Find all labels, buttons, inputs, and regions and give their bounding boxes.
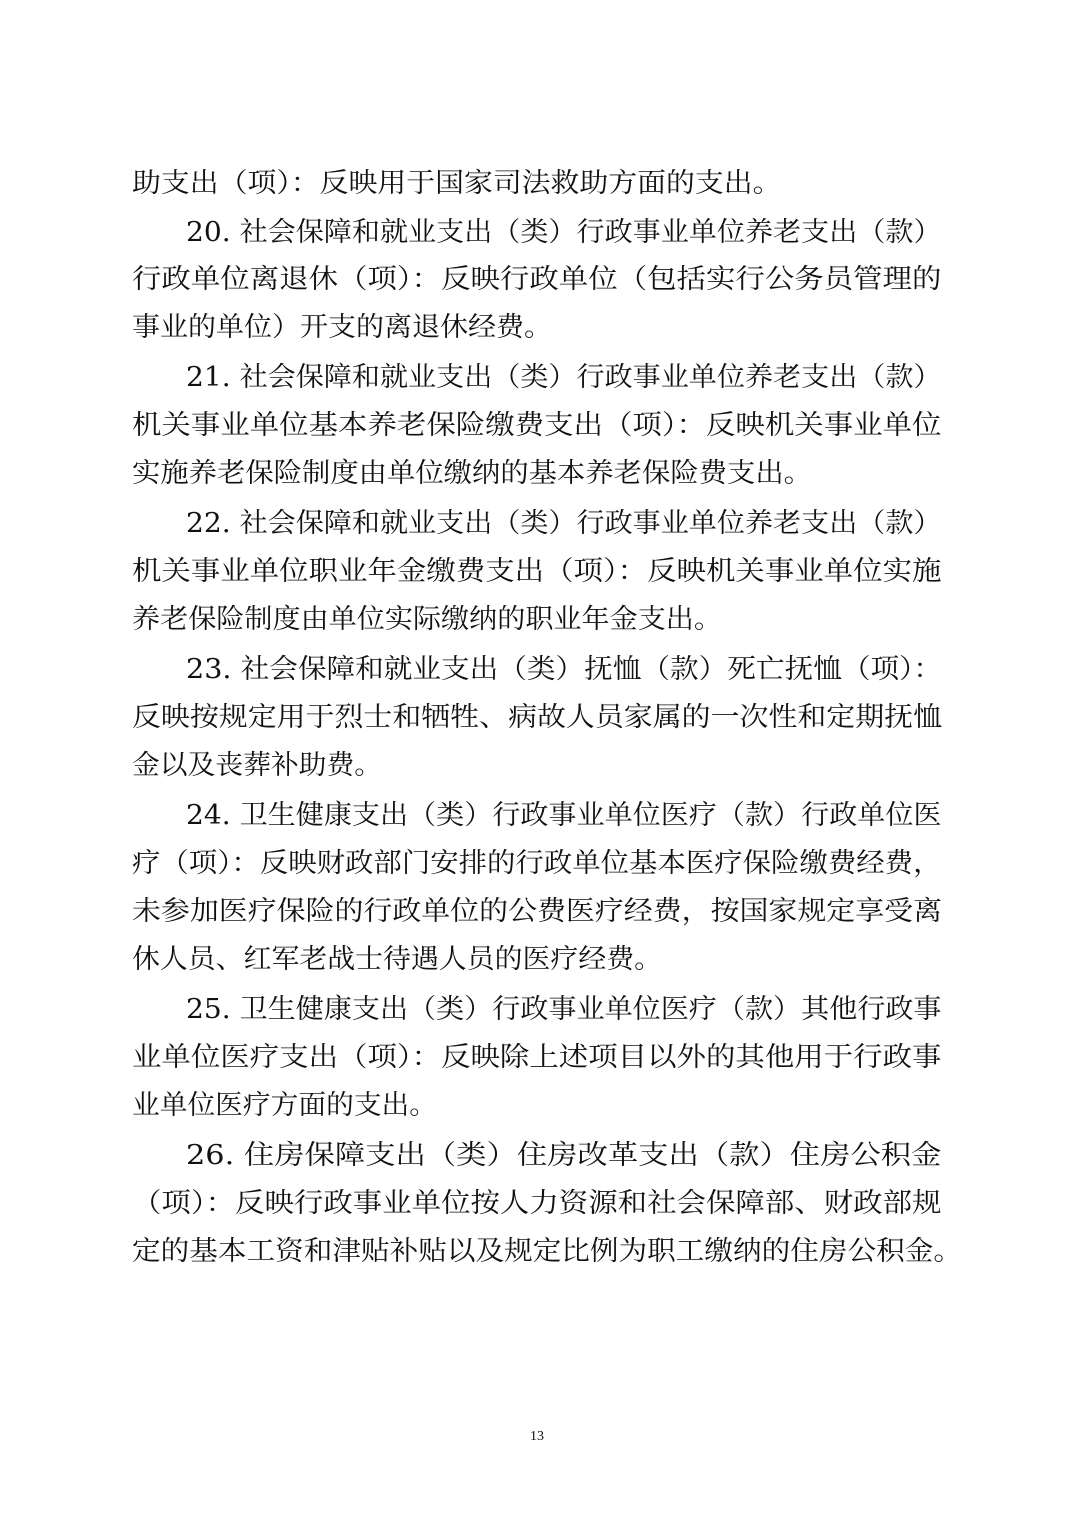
text-line-18: 25. 卫生健康支出（类）行政事业单位医疗（款）其他行政事 (186, 994, 942, 1025)
text-line-21: 26. 住房保障支出（类）住房改革支出（款）住房公积金 (186, 1140, 942, 1171)
text-line-3: 行政单位离退休（项）：反映行政单位（包括实行公务员管理的 (132, 264, 942, 295)
text-line-10: 养老保险制度由单位实际缴纳的职业年金支出。 (132, 604, 722, 635)
text-line-19: 业单位医疗支出（项）：反映除上述项目以外的其他用于行政事 (132, 1042, 942, 1073)
text-line-11: 23. 社会保障和就业支出（类）抚恤（款）死亡抚恤（项）： (186, 654, 943, 685)
text-line-23: 定的基本工资和津贴补贴以及规定比例为职工缴纳的住房公积金。 (132, 1236, 962, 1267)
text-line-9: 机关事业单位职业年金缴费支出（项）：反映机关事业单位实施 (132, 556, 942, 587)
text-line-6: 机关事业单位基本养老保险缴费支出（项）：反映机关事业单位 (132, 410, 942, 441)
text-line-22: （项）：反映行政事业单位按人力资源和社会保障部、财政部规 (132, 1188, 942, 1219)
text-line-20: 业单位医疗方面的支出。 (132, 1090, 437, 1121)
text-line-4: 事业的单位）开支的离退休经费。 (132, 312, 552, 343)
text-line-15: 疗（项）：反映财政部门安排的行政单位基本医疗保险缴费经费， (132, 848, 942, 879)
text-line-7: 实施养老保险制度由单位缴纳的基本养老保险费支出。 (132, 458, 812, 489)
text-line-5: 21. 社会保障和就业支出（类）行政事业单位养老支出（款） (186, 362, 942, 393)
text-line-17: 休人员、红军老战士待遇人员的医疗经费。 (132, 944, 662, 975)
text-line-16: 未参加医疗保险的行政单位的公费医疗经费，按国家规定享受离 (132, 896, 942, 927)
page-number: 13 (530, 1429, 544, 1444)
text-line-2: 20. 社会保障和就业支出（类）行政事业单位养老支出（款） (186, 217, 942, 248)
text-line-14: 24. 卫生健康支出（类）行政事业单位医疗（款）行政单位医 (186, 800, 942, 831)
text-line-13: 金以及丧葬补助费。 (132, 750, 382, 781)
text-line-8: 22. 社会保障和就业支出（类）行政事业单位养老支出（款） (186, 508, 942, 539)
text-line-12: 反映按规定用于烈士和牺牲、病故人员家属的一次性和定期抚恤 (132, 702, 942, 733)
text-line-1: 助支出（项）：反映用于国家司法救助方面的支出。 (132, 168, 782, 199)
